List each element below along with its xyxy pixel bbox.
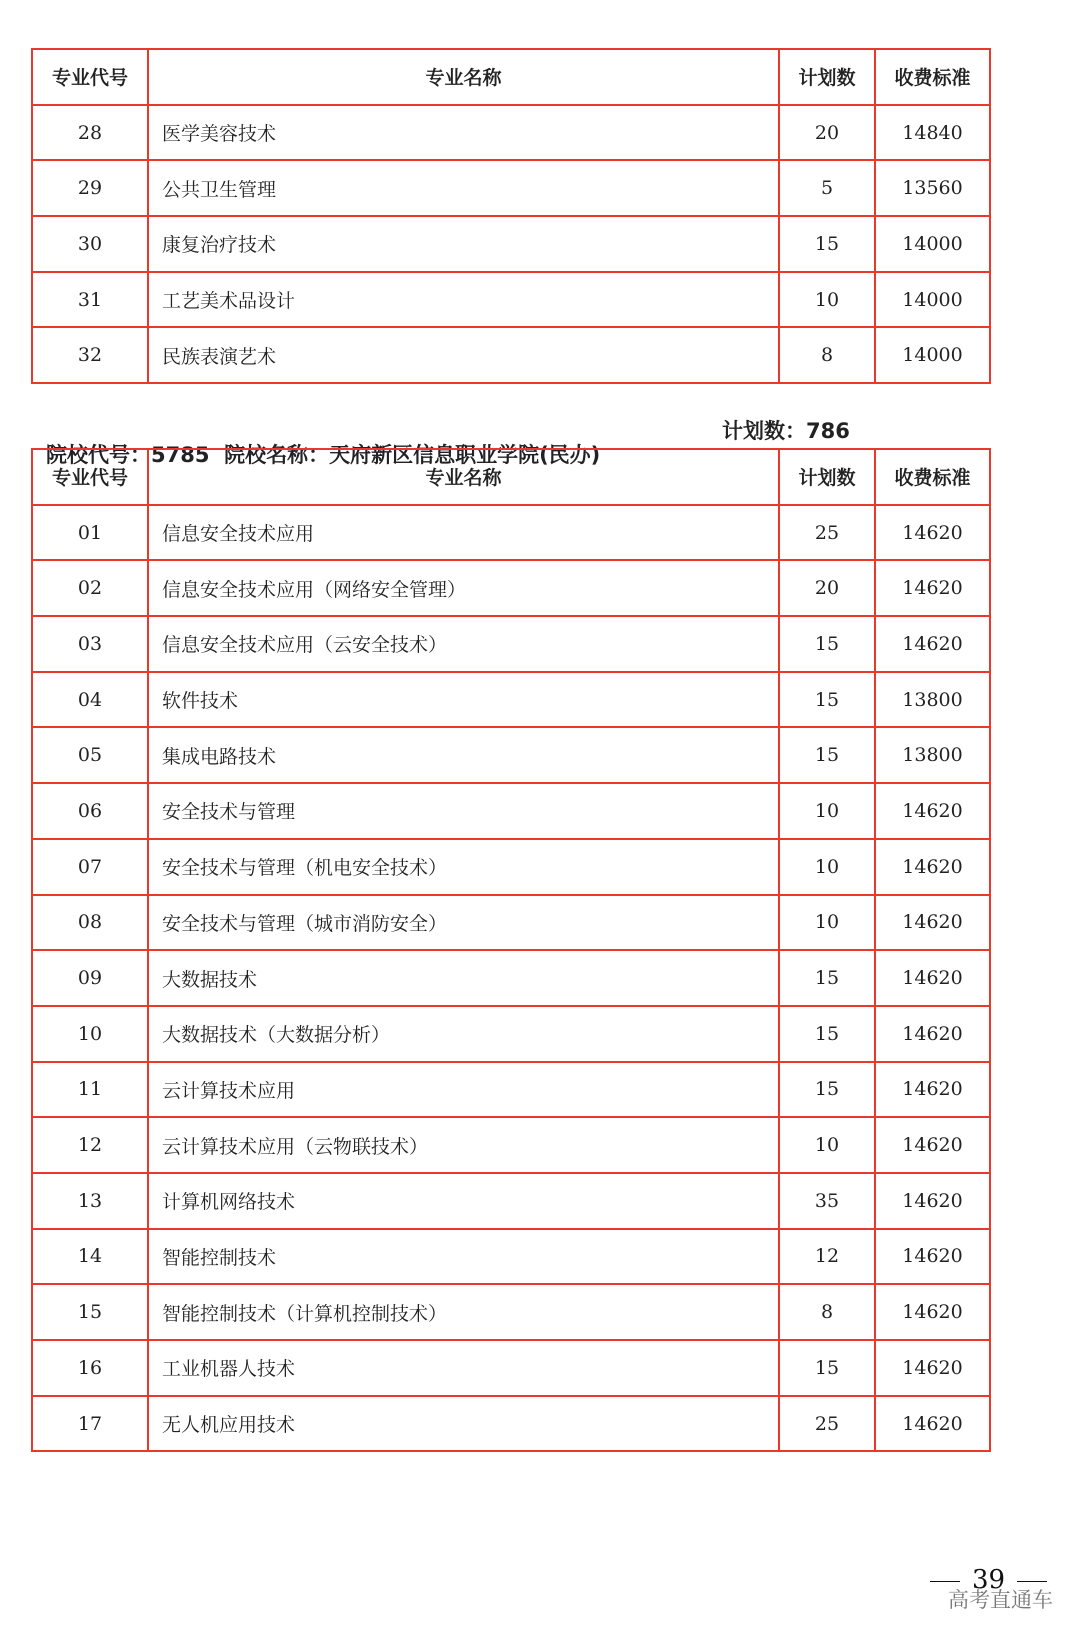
cell-code: 04 (32, 672, 148, 728)
cell-plan: 10 (779, 839, 875, 895)
cell-name: 民族表演艺术 (148, 327, 779, 383)
cell-code: 11 (32, 1062, 148, 1118)
cell-name: 软件技术 (148, 672, 779, 728)
cell-code: 08 (32, 895, 148, 951)
header-name: 专业名称 (148, 449, 779, 505)
cell-name: 云计算技术应用 (148, 1062, 779, 1118)
school-info: 院校代号：5785 院校名称：天府新区信息职业学院(民办) (46, 443, 601, 467)
cell-name: 大数据技术 (148, 950, 779, 1006)
cell-plan: 15 (779, 216, 875, 272)
table-row (32, 1173, 990, 1229)
cell-plan: 15 (779, 1006, 875, 1062)
cell-plan: 15 (779, 950, 875, 1006)
header-code: 专业代号 (32, 449, 148, 505)
cell-plan: 20 (779, 560, 875, 616)
table-row (32, 1062, 990, 1118)
cell-plan: 15 (779, 1340, 875, 1396)
table-row (32, 1284, 990, 1340)
cell-name: 集成电路技术 (148, 727, 779, 783)
table-row (32, 327, 990, 383)
table-header-row (32, 49, 990, 105)
cell-name: 安全技术与管理（机电安全技术） (148, 839, 779, 895)
cell-code: 02 (32, 560, 148, 616)
cell-code: 05 (32, 727, 148, 783)
cell-name: 工艺美术品设计 (148, 272, 779, 328)
cell-name: 工业机器人技术 (148, 1340, 779, 1396)
cell-fee: 14620 (875, 950, 990, 1006)
cell-plan: 12 (779, 1229, 875, 1285)
cell-code: 12 (32, 1117, 148, 1173)
cell-plan: 15 (779, 1062, 875, 1118)
cell-plan: 15 (779, 672, 875, 728)
table-row (32, 839, 990, 895)
dash-left (930, 1581, 960, 1582)
cell-code: 32 (32, 327, 148, 383)
table-row (32, 160, 990, 216)
table-row (32, 1117, 990, 1173)
cell-fee: 14620 (875, 783, 990, 839)
cell-plan: 10 (779, 272, 875, 328)
cell-fee: 14000 (875, 216, 990, 272)
table-row (32, 783, 990, 839)
cell-fee: 14620 (875, 560, 990, 616)
cell-code: 16 (32, 1340, 148, 1396)
cell-fee: 14620 (875, 1340, 990, 1396)
cell-plan: 8 (779, 1284, 875, 1340)
cell-fee: 14620 (875, 1173, 990, 1229)
cell-code: 09 (32, 950, 148, 1006)
table-row (32, 727, 990, 783)
cell-fee: 14000 (875, 272, 990, 328)
cell-name: 信息安全技术应用（云安全技术） (148, 616, 779, 672)
cell-name: 公共卫生管理 (148, 160, 779, 216)
table-row (32, 216, 990, 272)
cell-code: 06 (32, 783, 148, 839)
cell-fee: 14620 (875, 1229, 990, 1285)
cell-fee: 13800 (875, 672, 990, 728)
cell-code: 13 (32, 1173, 148, 1229)
cell-code: 07 (32, 839, 148, 895)
cell-fee: 14620 (875, 1117, 990, 1173)
table-row (32, 616, 990, 672)
cell-code: 30 (32, 216, 148, 272)
cell-fee: 14620 (875, 616, 990, 672)
cell-name: 无人机应用技术 (148, 1396, 779, 1452)
cell-plan: 10 (779, 895, 875, 951)
cell-name: 信息安全技术应用 (148, 505, 779, 561)
cell-plan: 5 (779, 160, 875, 216)
dash-right (1017, 1581, 1047, 1582)
cell-fee: 14620 (875, 895, 990, 951)
cell-code: 29 (32, 160, 148, 216)
cell-plan: 8 (779, 327, 875, 383)
cell-fee: 14620 (875, 1284, 990, 1340)
header-plan: 计划数 (779, 449, 875, 505)
cell-plan: 15 (779, 616, 875, 672)
header-plan: 计划数 (779, 49, 875, 105)
cell-plan: 25 (779, 1396, 875, 1452)
cell-fee: 14620 (875, 505, 990, 561)
major-table-previous-school (31, 48, 991, 384)
cell-code: 15 (32, 1284, 148, 1340)
cell-name: 智能控制技术（计算机控制技术） (148, 1284, 779, 1340)
cell-code: 01 (32, 505, 148, 561)
cell-name: 安全技术与管理 (148, 783, 779, 839)
cell-fee: 13560 (875, 160, 990, 216)
school-plan-total: 计划数：786 (722, 419, 850, 443)
cell-code: 28 (32, 105, 148, 161)
table-row (32, 272, 990, 328)
cell-plan: 15 (779, 727, 875, 783)
cell-code: 10 (32, 1006, 148, 1062)
table-row (32, 105, 990, 161)
cell-name: 计算机网络技术 (148, 1173, 779, 1229)
cell-fee: 14620 (875, 1006, 990, 1062)
cell-fee: 13800 (875, 727, 990, 783)
cell-plan: 25 (779, 505, 875, 561)
cell-name: 康复治疗技术 (148, 216, 779, 272)
cell-fee: 14620 (875, 1396, 990, 1452)
table-row (32, 672, 990, 728)
major-table-school-5785 (31, 448, 991, 1452)
cell-name: 大数据技术（大数据分析） (148, 1006, 779, 1062)
cell-name: 安全技术与管理（城市消防安全） (148, 895, 779, 951)
header-code: 专业代号 (32, 49, 148, 105)
header-fee: 收费标准 (875, 449, 990, 505)
header-fee: 收费标准 (875, 49, 990, 105)
cell-code: 14 (32, 1229, 148, 1285)
header-name: 专业名称 (148, 49, 779, 105)
table-row (32, 1006, 990, 1062)
watermark: 高考直通车 (948, 1588, 1053, 1612)
cell-plan: 35 (779, 1173, 875, 1229)
cell-code: 17 (32, 1396, 148, 1452)
table-row (32, 505, 990, 561)
cell-name: 信息安全技术应用（网络安全管理） (148, 560, 779, 616)
table-row (32, 1396, 990, 1452)
table-row (32, 560, 990, 616)
cell-name: 医学美容技术 (148, 105, 779, 161)
table-row (32, 895, 990, 951)
cell-fee: 14840 (875, 105, 990, 161)
table-row (32, 950, 990, 1006)
table-header-row (32, 449, 990, 505)
cell-code: 03 (32, 616, 148, 672)
page-number-text: 39 (972, 1565, 1006, 1595)
cell-fee: 14000 (875, 327, 990, 383)
cell-fee: 14620 (875, 839, 990, 895)
table-row (32, 1340, 990, 1396)
cell-fee: 14620 (875, 1062, 990, 1118)
cell-name: 云计算技术应用（云物联技术） (148, 1117, 779, 1173)
cell-name: 智能控制技术 (148, 1229, 779, 1285)
cell-plan: 10 (779, 1117, 875, 1173)
cell-plan: 10 (779, 783, 875, 839)
cell-plan: 20 (779, 105, 875, 161)
table-row (32, 1229, 990, 1285)
cell-code: 31 (32, 272, 148, 328)
